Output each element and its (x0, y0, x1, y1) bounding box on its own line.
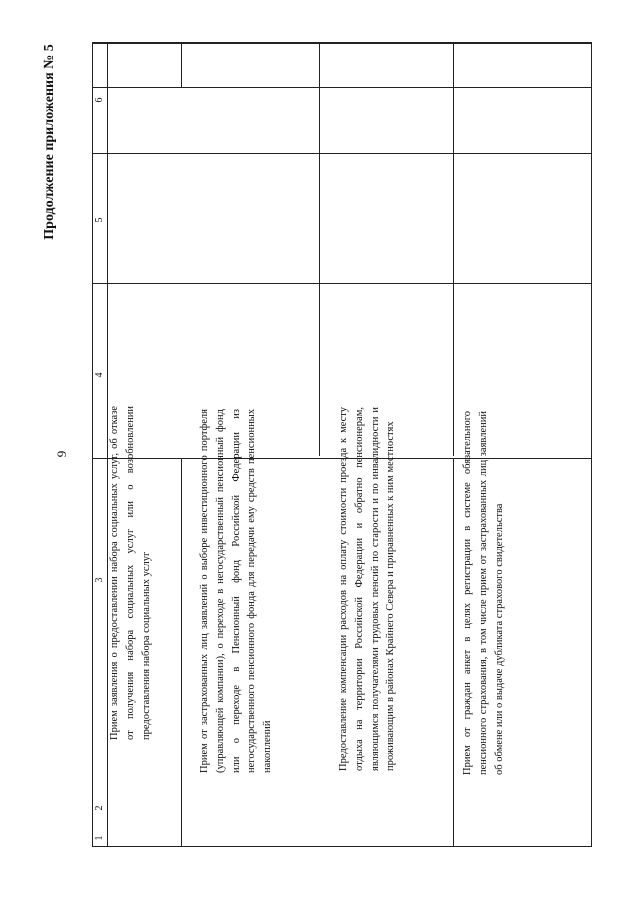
column-number-1: 1 (94, 835, 105, 841)
column-4-border (93, 283, 591, 284)
row-2-top-border (319, 43, 320, 456)
page-number: 9 (54, 450, 69, 458)
service-cell-2: Прием от застрахованных лиц заявлений о выборе инвестиционного портфеля (управляющей компании), о переходе в негосударственный пенсионный фонд или о переходе в Пенсионный фонд Российской Федерации из негосударственного пенсионного фонда для передачи ему средств пенсионных накоплений (199, 409, 274, 773)
row-3-top-border (453, 43, 454, 456)
service-cell-1: Прием заявления о предоставлении набора социальных услуг, об отказе от получения набора социальных услуг или о возобновлении предоставления набора социальных услуг (109, 406, 152, 740)
column-5-border (93, 153, 591, 154)
services-table (92, 42, 592, 847)
row-1-top-border (181, 43, 182, 87)
service-cell-4: Прием от граждан анкет в целях регистрации в системе обязательного пенсионного страхования, в том числе прием от застрахованных лиц заявлений об обмене или о выдаче дубликата страхового свидетельства (462, 411, 505, 775)
column-2-border (93, 87, 591, 88)
appendix-caption: Продолжение приложения № 5 (42, 44, 57, 240)
column-number-3: 3 (94, 577, 105, 583)
column-number-6: 6 (94, 97, 105, 103)
service-cell-3: Предоставление компенсации расходов на оплату стоимости проезда к месту отдыха на территории Российской Федерации и обратно пенсионерам, являющимся получателями трудовых пенсий по старости и по инвалидности и проживающим в районах Крайнего Севера и приравненных к ним местностях (338, 407, 397, 771)
column-number-5: 5 (94, 217, 105, 223)
column-number-4: 4 (94, 372, 105, 378)
column-1-border (93, 43, 591, 44)
column-number-2: 2 (94, 805, 105, 811)
row-1-top-border-lower (181, 458, 182, 846)
